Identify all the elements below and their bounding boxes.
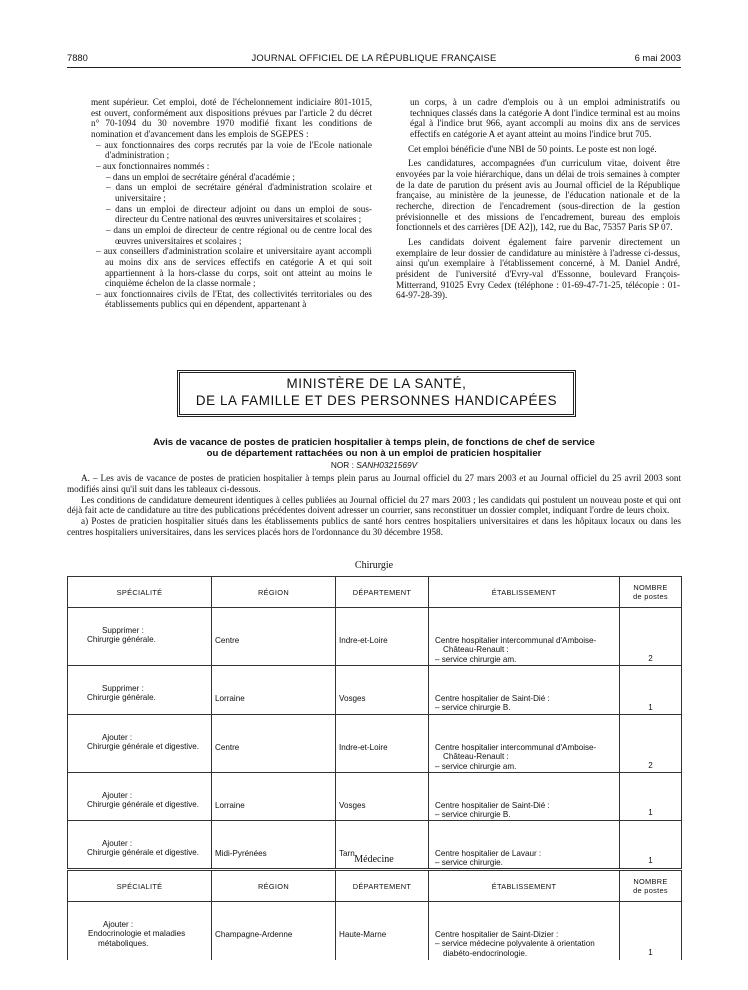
- page-number: 7880: [67, 52, 88, 63]
- list-item: – dans un emploi de secrétaire général d'administration scolaire et universitaire ;: [106, 182, 372, 203]
- column-header: RÉGION: [212, 577, 336, 608]
- table-caption-chirurgie: Chirurgie: [354, 560, 394, 571]
- right-column: [396, 97, 680, 301]
- issue-date: 6 mai 2003: [634, 52, 681, 63]
- paragraph: Cet emploi bénéficie d'une NBI de 50 points. Le poste est non logé.: [408, 143, 657, 154]
- list-item: – aux fonctionnaires des corps recrutés par la voie de l'Ecole nationale d'administration ;: [96, 139, 372, 161]
- table-header-row: [68, 871, 682, 902]
- paragraph: Les conditions de candidature demeurent identiques à celles publiées au Journal officiel du 27 mars 2003 ; les candidats qui postulent un nouveau poste et qui ont déjà fait acte de candidature au titre des publications précédentes doivent adresser un courrier, sans reconstituer un dossier complet, indiquant l'ordre de leurs choix.: [67, 494, 681, 516]
- list-item: – aux conseillers d'administration scolaire et universitaire ayant accompli au moins dix ans de services effectifs en catégorie A et qui soit appartiennent à la hors-classe du corps, soit ont atteint au moins le cinquième échelon de la classe normale ;: [96, 246, 372, 289]
- table-header-row: [68, 577, 682, 608]
- ministry-title-line1: MINISTÈRE DE LA SANTÉ,: [286, 376, 467, 391]
- paragraph: A. – Les avis de vacance de postes de praticien hospitalier à temps plein parus au Journal officiel du 27 mars 2003 et au Journal officiel du 25 avril 2003 sont modifiés ainsi qu'il suit dans les tableaux ci-dessous.: [67, 473, 681, 494]
- column-header: DÉPARTEMENT: [336, 577, 429, 608]
- column-header: SPÉCIALITÉ: [68, 871, 212, 902]
- journal-title: JOURNAL OFFICIEL DE LA RÉPUBLIQUE FRANÇAISE: [251, 52, 497, 63]
- list-item: – aux fonctionnaires civils de l'Etat, des collectivités territoriales ou des établissements publics qui en dépendent, appartenant à: [96, 288, 372, 310]
- list-item: – dans un emploi de secrétaire général d'académie ;: [106, 171, 295, 182]
- paragraph: a) Postes de praticien hospitalier situés dans les établissements publics de santé hors centres hospitaliers universitaires et dans les hôpitaux locaux ou dans les centres hospitaliers universitaires, dans les services placés hors de l'ordonnance du 30 décembre 1958.: [67, 516, 681, 537]
- paragraph: un corps, à un cadre d'emplois ou à un emploi administratifs ou techniques classés dans la catégorie A dont l'indice terminal est au moins égal à l'indice brut 966, ayant accompli au moins dix ans de services effectifs en catégorie A et ayant atteint au moins l'indice brut 705.: [410, 97, 680, 139]
- page-header: [67, 52, 681, 66]
- notice-title: Avis de vacance de postes de praticien hospitalier à temps plein, de fonctions de chef de service ou de département rattachées ou non à un emploi de praticien hospitalier: [153, 437, 595, 459]
- paragraph: Les candidatures, accompagnées d'un curriculum vitae, doivent être envoyées par la voie hiérarchique, dans un délai de trois semaines à compter de la date de parution du présent avis au Journal officiel de la République française, au ministère de la jeunesse, de l'éducation nationale et de la recherche, direction de l'encadrement (sous-direction de la gestion prévisionnelle et des missions de l'encadrement, bureau des emplois fonctionnels et des carrières [DE A2]), 142, rue du Bac, 75357 Paris SP 07.: [396, 158, 680, 233]
- notice-body: [67, 473, 681, 538]
- header-rule: [67, 67, 681, 68]
- column-header: SPÉCIALITÉ: [68, 577, 212, 608]
- ministry-box: [177, 370, 576, 417]
- table-chirurgie: [67, 576, 682, 869]
- column-header: ÉTABLISSEMENT: [429, 871, 620, 902]
- table-caption-medecine: Médecine: [354, 854, 394, 865]
- column-header: NOMBRE de postes: [620, 577, 682, 608]
- paragraph: Les candidats doivent également faire parvenir directement un exemplaire de leur dossier de candidature au ministère à l'adresse ci-dessus, ainsi qu'un exemplaire à l'établissement concerné, à M. Daniel André, président de l'université d'Evry-val d'Essonne, boulevard François-Mitterrand, 91025 Evry Cedex (téléphone : 01-69-47-71-25, télécopie : 01-64-97-28-39).: [396, 236, 680, 301]
- column-header: RÉGION: [212, 871, 336, 902]
- table-row: Ajouter : Endocrinologie et maladies métaboliques. Champagne-Ardenne Haute-Marne Centre hospitalier de Saint-Dizier : – service médecine polyvalente à orientation diabéto-endocrinologie. 1: [68, 902, 682, 960]
- table-medecine: [67, 870, 682, 960]
- column-header: NOMBRE de postes: [620, 871, 682, 902]
- table-row: Ajouter : Chirurgie générale et digestive. Lorraine Vosges Centre hospitalier de Saint-Dié : – service chirurgie B. 1: [68, 773, 682, 821]
- nor-reference: NOR : SANH0321569V: [330, 460, 418, 470]
- left-column: [91, 97, 372, 310]
- list-item: – dans un emploi de directeur de centre régional ou de centre local des œuvres universitaires et scolaires ;: [106, 224, 372, 246]
- table-row: Supprimer : Chirurgie générale. Lorraine Vosges Centre hospitalier de Saint-Dié : – service chirurgie B. 1: [68, 666, 682, 715]
- table-row: Supprimer : Chirurgie générale. Centre Indre-et-Loire Centre hospitalier intercommunal d'Amboise- Château-Renault : – service chirurgie am. 2: [68, 608, 682, 666]
- table-row: Ajouter : Chirurgie générale et digestive. Midi-Pyrénées Tarn Centre hospitalier de Lavaur : – service chirurgie. 1: [68, 820, 682, 868]
- paragraph: ment supérieur. Cet emploi, doté de l'échelonnement indiciaire 801-1015, est ouvert, conformément aux dispositions prévues par l'article 2 du décret n° 70-1094 du 30 novembre 1970 modifié fixant les conditions de nomination et d'avancement dans les emplois de SGEPES :: [91, 97, 372, 139]
- table-row: Ajouter : Chirurgie générale et digestive. Centre Indre-et-Loire Centre hospitalier intercommunal d'Amboise- Château-Renault : – service chirurgie am. 2: [68, 715, 682, 773]
- list-item: – aux fonctionnaires nommés :: [96, 160, 210, 171]
- column-header: DÉPARTEMENT: [336, 871, 429, 902]
- list-item: – dans un emploi de directeur adjoint ou dans un emploi de sous-directeur du Centre national des œuvres universitaires et scolaires ;: [106, 203, 372, 225]
- column-header: ÉTABLISSEMENT: [429, 577, 620, 608]
- ministry-title-line2: DE LA FAMILLE ET DES PERSONNES HANDICAPÉES: [195, 393, 558, 408]
